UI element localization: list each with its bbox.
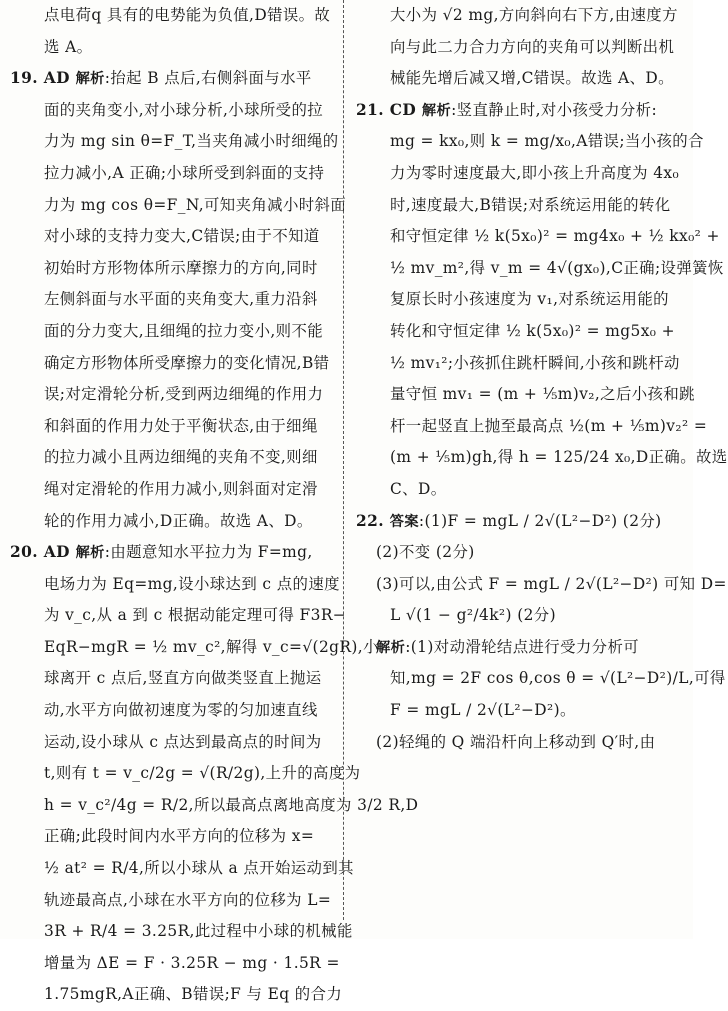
line-text: mg = kx₀,则 k = mg/x₀,A错误;当小孩的合 (390, 132, 704, 151)
right-column-line (356, 0, 685, 32)
line-text: 绳对定滑轮的作用力减小,则斜面对定滑 (44, 479, 318, 498)
line-text: 球离开 c 点后,竖直方向做类竖直上抛运 (44, 669, 322, 688)
left-column-line (10, 442, 335, 474)
left-column-line (10, 695, 335, 727)
right-column-line (356, 506, 685, 538)
line-text: 向与此二力合力方向的夹角可以判断出机 (390, 37, 675, 56)
line-text: 力为 mg sin θ=F_T,当夹角减小时细绳的 (44, 132, 339, 151)
right-column-line (356, 221, 720, 253)
line-text: 面的分力变大,且细绳的拉力变小,则不能 (44, 321, 324, 340)
line-text: 点电荷q 具有的电势能为负值,D错误。故 (44, 6, 331, 24)
left-column-line (10, 632, 379, 664)
right-column-line (356, 442, 728, 474)
line-text: 动,水平方向做初速度为零的匀加速直线 (44, 701, 318, 720)
line-text: 杆一起竖直上抛至最高点 ½(m + ⅕m)v₂² = (390, 416, 708, 435)
line-text: :由题意知水平拉力为 F=mg, (104, 543, 313, 562)
line-text: 面的夹角变小,对小球分析,小球所受的拉 (44, 100, 324, 119)
right-column-line (356, 348, 685, 380)
left-column-line (10, 727, 335, 759)
line-text: 和守恒定律 ½ k(5x₀)² = mg4x₀ + ½ kx₀² + (390, 227, 720, 246)
left-column-line (10, 126, 339, 158)
right-column-line (356, 411, 708, 443)
line-text: :抬起 B 点后,右侧斜面与水平 (104, 69, 312, 88)
left-column-line (10, 537, 335, 569)
line-text: 对小球的支持力变大,C错误;由于不知道 (44, 227, 320, 246)
left-column-line (10, 411, 335, 443)
right-column-line (356, 663, 726, 695)
line-text: ½ mv₁²;小孩抓住跳杆瞬间,小孩和跳杆动 (390, 353, 680, 372)
answer-label: 解析 (75, 545, 105, 562)
line-text: 量守恒 mv₁ = (m + ⅕m)v₂,之后小孩和跳 (390, 385, 695, 404)
line-text: (2)不变 (2分) (376, 543, 475, 562)
line-text: 和斜面的作用力处于平衡状态,由于细绳 (44, 416, 318, 435)
left-column-line (10, 348, 335, 380)
right-column-line (356, 569, 727, 601)
answer-label: 解析 (75, 71, 105, 88)
line-text: 选 A。 (44, 37, 93, 56)
right-column-line (356, 253, 724, 285)
line-text: :(1)对动滑轮结点进行受力分析可 (405, 637, 640, 656)
line-text: 初始时方形物体所示摩擦力的方向,同时 (44, 258, 318, 277)
line-text: 的拉力减小且两边细绳的夹角不变,则细 (44, 448, 318, 467)
left-column-line (10, 190, 347, 222)
left-column-line (10, 790, 419, 822)
line-text: EqR−mgR = ½ mv_c²,解得 v_c=√(2gR),小 (44, 637, 379, 656)
line-text: :竖直静止时,对小孩受力分析: (451, 100, 658, 119)
question-number: 21. CD (356, 100, 422, 119)
line-text: (3)可以,由公式 F = mgL / 2√(L²−D²) 可知 D= (376, 574, 727, 593)
line-text: L √(1 − g²/4k²) (2分) (390, 606, 556, 625)
left-column-line (10, 600, 347, 632)
right-column-line (356, 190, 685, 222)
left-column-line (10, 221, 335, 253)
column-divider (343, 0, 344, 920)
line-text: 轮的作用力减小,D正确。故选 A、D。 (44, 511, 313, 530)
left-column-line (10, 253, 335, 285)
line-text: 力为零时速度最大,即小孩上升高度为 4x₀ (390, 163, 680, 182)
line-text: 左侧斜面与水平面的夹角变大,重力沿斜 (44, 290, 318, 309)
line-text: 复原长时小孩速度为 v₁,对系统运用能的 (390, 290, 669, 309)
right-column-line (356, 95, 685, 127)
right-column-line (356, 32, 685, 64)
line-text: 误;对定滑轮分析,受到两边细绳的作用力 (44, 385, 324, 404)
line-text: h = v_c²/4g = R/2,所以最高点离地高度为 3/2 R,D (44, 795, 419, 814)
left-column-line (10, 821, 335, 853)
left-column-line (10, 158, 335, 190)
right-column-line (356, 126, 704, 158)
line-text: ½ mv_m²,得 v_m = 4√(gx₀),C正确;设弹簧恢 (390, 258, 724, 277)
question-number: 20. AD (10, 543, 76, 562)
right-column-line (356, 537, 685, 569)
answer-label: 解析 (376, 639, 406, 656)
right-column-line (356, 316, 685, 348)
left-column-line (10, 569, 340, 601)
question-number: 22. (356, 511, 390, 530)
left-column-line (10, 379, 335, 411)
right-column-line (356, 695, 685, 727)
line-text: 1.75mgR,A正确、B错误;F 与 Eq 的合力 (44, 985, 343, 1004)
line-text: 拉力减小,A 正确;小球所受到斜面的支持 (44, 163, 325, 182)
line-text: 转化和守恒定律 ½ k(5x₀)² = mg5x₀ + (390, 321, 675, 340)
right-column-line (356, 63, 685, 95)
right-column (356, 0, 728, 758)
line-text: 正确;此段时间内水平方向的位移为 x= (44, 827, 315, 846)
left-column-line (10, 284, 335, 316)
line-text: 为 v_c,从 a 到 c 根据动能定理可得 F3R− (44, 606, 347, 625)
right-column-line (356, 379, 695, 411)
right-column-line (356, 284, 685, 316)
left-column-line (10, 95, 335, 127)
left-column-line (10, 63, 335, 95)
line-text: C、D。 (390, 479, 447, 498)
left-column-line (10, 316, 335, 348)
line-text: (m + ⅕m)gh,得 h = 125/24 x₀,D正确。故选 (390, 448, 728, 467)
right-column-line (356, 158, 685, 190)
left-column-line (10, 32, 335, 64)
line-text: 轨迹最高点,小球在水平方向的位移为 L= (44, 890, 332, 909)
line-text: :(1)F = mgL / 2√(L²−D²) (2分) (418, 511, 662, 530)
left-column-line (10, 758, 361, 790)
line-text: (2)轻绳的 Q 端沿杆向上移动到 Q′时,由 (376, 732, 656, 751)
right-column-line (356, 632, 685, 664)
line-text: 大小为 √2 mg,方向斜向右下方,由速度方 (390, 6, 678, 24)
line-text: 知,mg = 2F cos θ,cos θ = √(L²−D²)/L,可得 (390, 669, 726, 688)
answer-label: 答案 (389, 513, 419, 530)
line-text: 力为 mg cos θ=F_N,可知夹角减小时斜面 (44, 195, 347, 214)
left-column-line (10, 0, 335, 32)
left-column-line (10, 979, 343, 1011)
right-column-line (356, 727, 685, 759)
left-column-line (10, 948, 340, 980)
left-column-line (10, 916, 353, 948)
left-column-line (10, 663, 335, 695)
line-text: 时,速度最大,B错误;对系统运用能的转化 (390, 195, 671, 214)
line-text: 确定方形物体所受摩擦力的变化情况,B错 (44, 353, 330, 372)
line-text: t,则有 t = v_c/2g = √(R/2g),上升的高度为 (44, 764, 361, 783)
question-number: 19. AD (10, 69, 76, 88)
left-column-line (10, 506, 335, 538)
right-column-line (356, 474, 685, 506)
line-text: 3R + R/4 = 3.25R,此过程中小球的机械能 (44, 922, 353, 941)
answer-label: 解析 (421, 102, 452, 119)
line-text: 械能先增后减又增,C错误。故选 A、D。 (390, 69, 674, 88)
left-column-line (10, 853, 354, 885)
right-column-line (356, 600, 685, 632)
left-column-line (10, 474, 335, 506)
line-text: F = mgL / 2√(L²−D²)。 (390, 701, 576, 720)
line-text: ½ at² = R/4,所以小球从 a 点开始运动到其 (44, 859, 354, 878)
left-column-line (10, 885, 335, 917)
line-text: 电场力为 Eq=mg,设小球达到 c 点的速度 (44, 574, 340, 593)
line-text: 运动,设小球从 c 点达到最高点的时间为 (44, 732, 322, 751)
line-text: 增量为 ΔE = F · 3.25R − mg · 1.5R = (44, 953, 340, 972)
